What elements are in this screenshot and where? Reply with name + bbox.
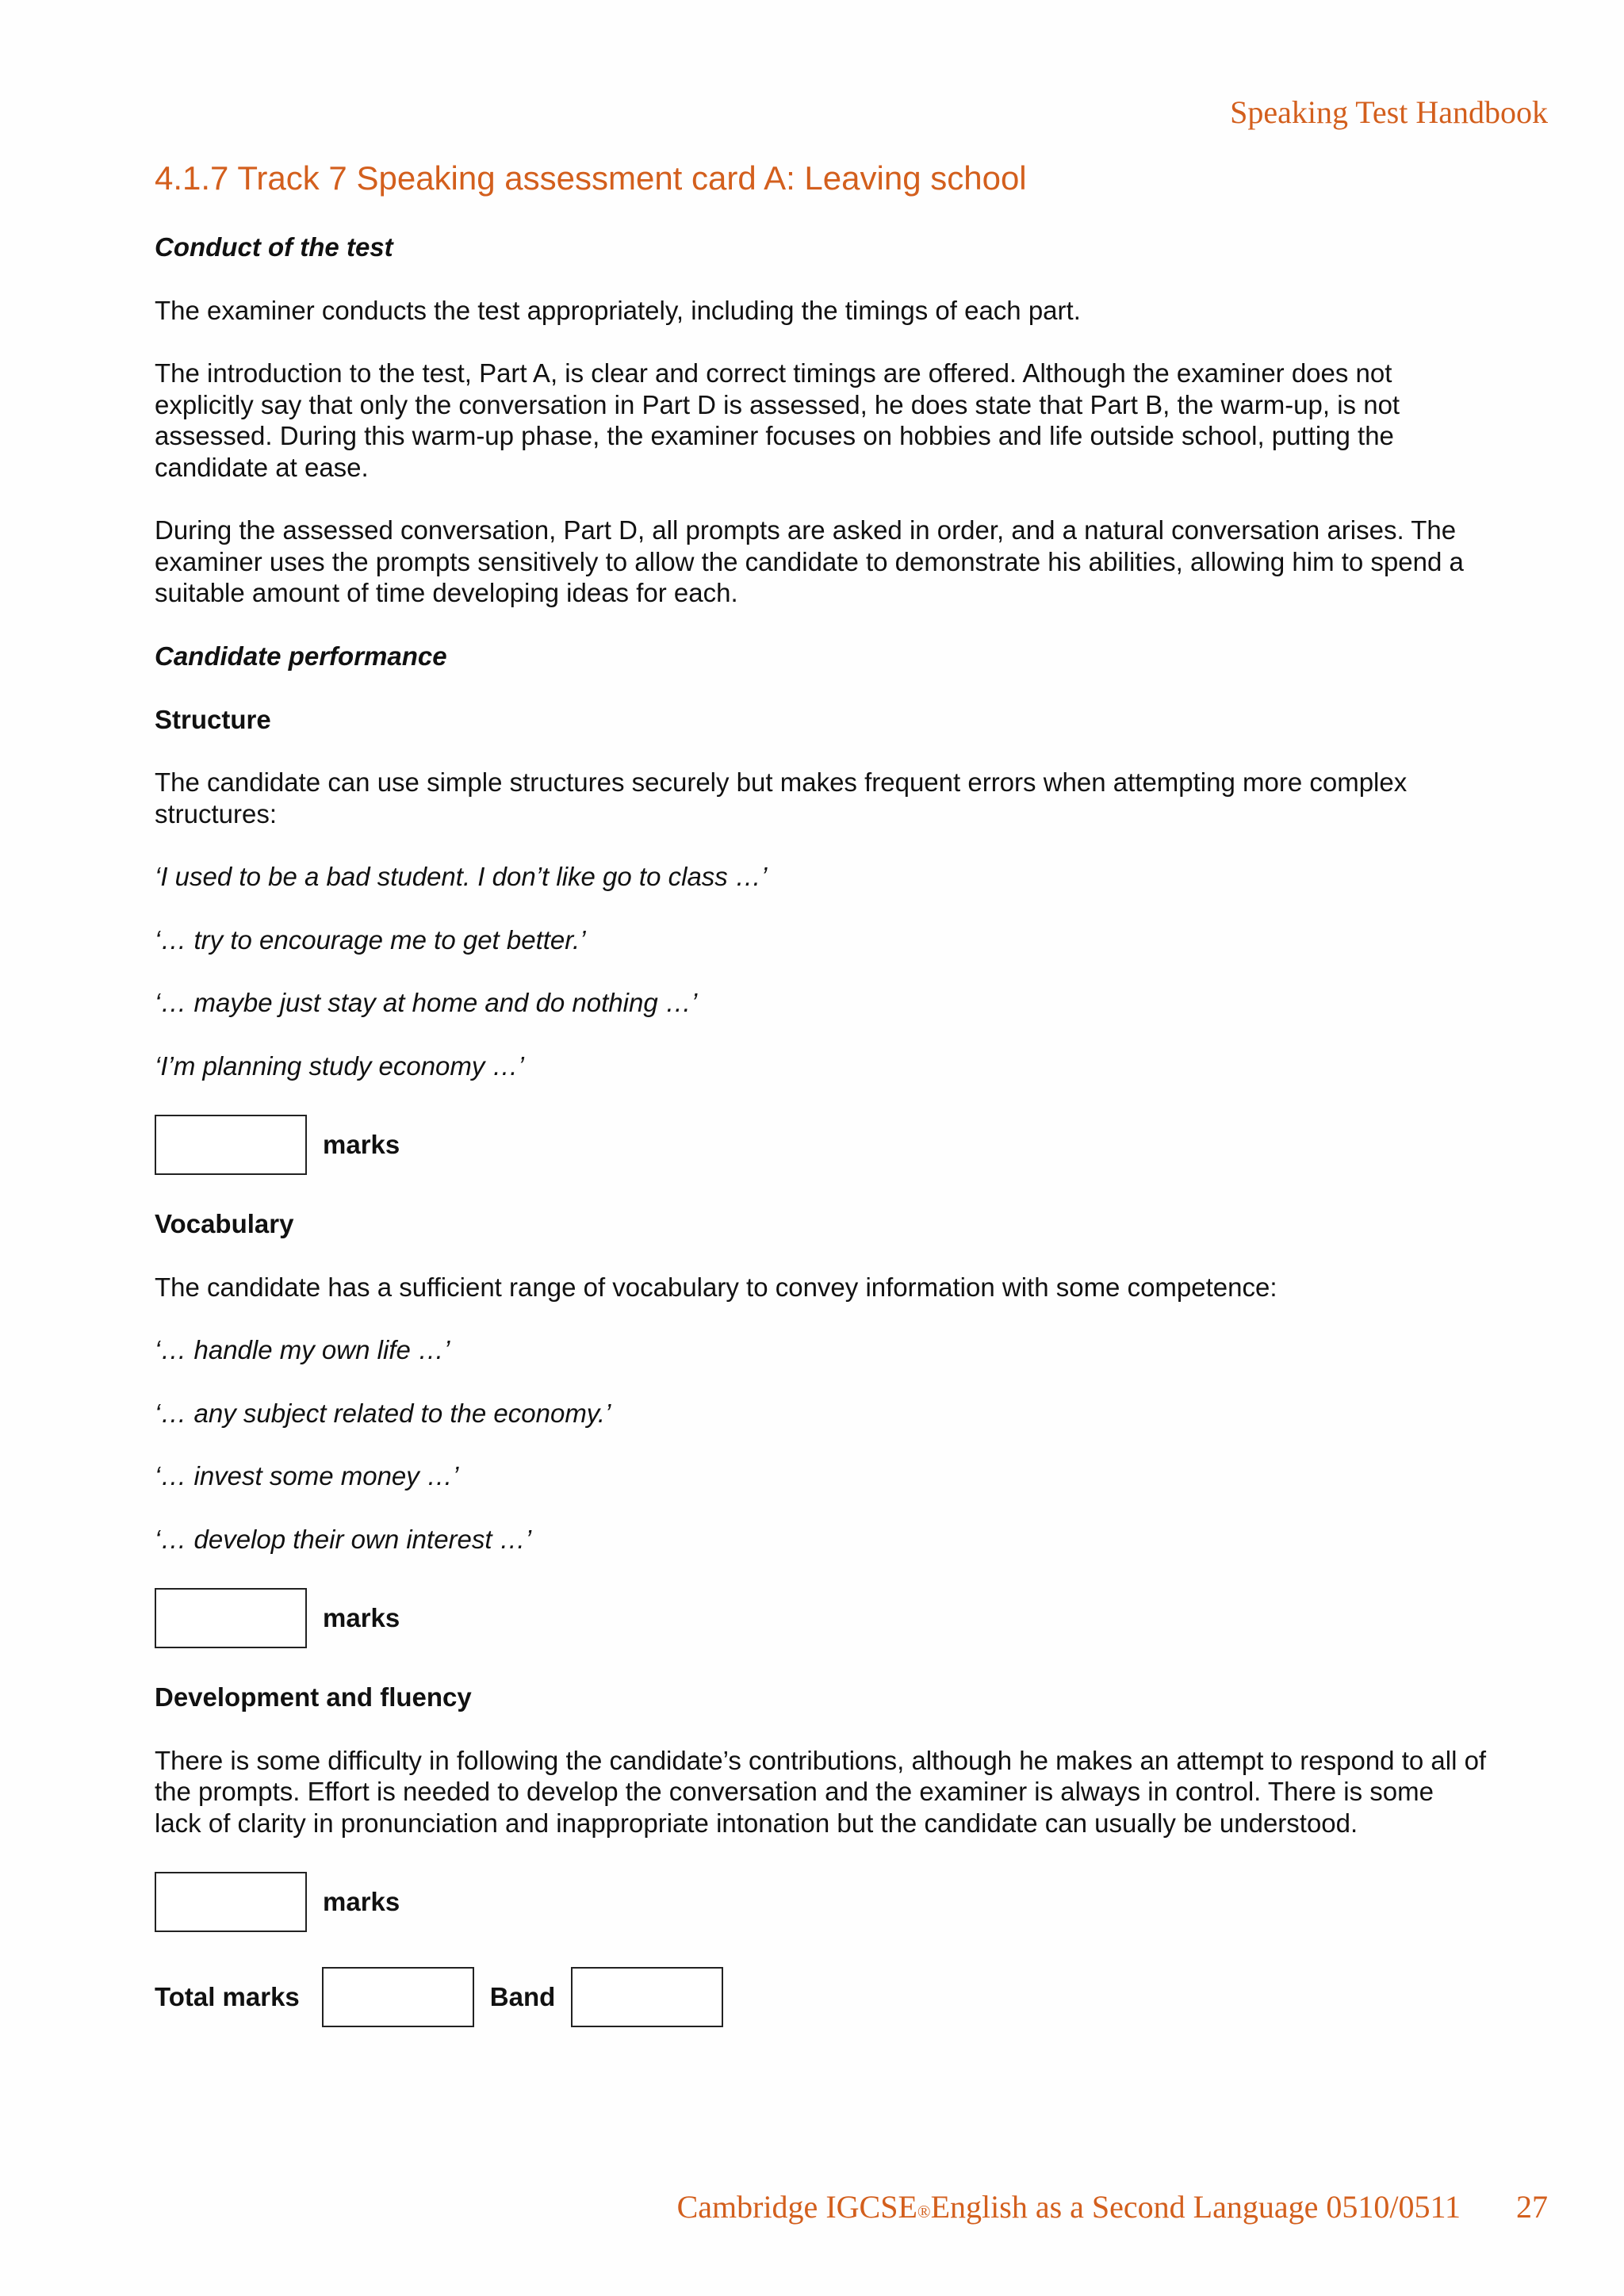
page-content <box>155 159 1487 2029</box>
band-label: Band <box>489 1982 556 2012</box>
development-heading: Development and fluency <box>155 1682 472 1712</box>
structure-heading: Structure <box>155 704 271 734</box>
structure-marks-label: marks <box>323 1130 400 1160</box>
total-marks-label: Total marks <box>155 1982 300 2012</box>
conduct-heading: Conduct of the test <box>155 232 393 262</box>
conduct-paragraph: During the assessed conversation, Part D, all prompts are asked in order, and a natural conversation arises. The examiner uses the prompts sensitively to allow the candidate to demonstrate his abilities, allowing him to spend a suitable amount of time developing ideas for each. <box>155 515 1464 608</box>
total-row <box>155 1965 1487 2029</box>
structure-quote: ‘… maybe just stay at home and do nothing …’ <box>155 988 698 1018</box>
structure-quote: ‘I’m planning study economy …’ <box>155 1050 524 1081</box>
vocabulary-marks-label: marks <box>323 1603 400 1633</box>
vocabulary-text: The candidate has a sufficient range of vocabulary to convey information with some competence: <box>155 1272 1277 1302</box>
vocabulary-quote: ‘… invest some money …’ <box>155 1461 459 1491</box>
section-title: 4.1.7 Track 7 Speaking assessment card A: Leaving school <box>155 159 1027 197</box>
vocabulary-quote: ‘… develop their own interest …’ <box>155 1524 532 1554</box>
performance-heading: Candidate performance <box>155 641 447 671</box>
page-number: 27 <box>1516 2189 1548 2225</box>
vocabulary-marks-box[interactable] <box>155 1588 307 1648</box>
vocabulary-marks-row <box>155 1586 1487 1650</box>
page-footer <box>677 2188 1548 2225</box>
conduct-paragraph: The introduction to the test, Part A, is clear and correct timings are offered. Although the examiner does not explicitly say that only the conversation in Part D is assessed, he does state that Part B, the warm-up, is not assessed. During this warm-up phase, the examiner focuses on hobbies and life outside school, putting the candidate at ease. <box>155 358 1400 482</box>
structure-marks-box[interactable] <box>155 1115 307 1175</box>
vocabulary-heading: Vocabulary <box>155 1209 294 1239</box>
footer-publication-suffix: English as a Second Language 0510/0511 <box>930 2189 1461 2225</box>
registered-mark: ® <box>917 2202 931 2221</box>
vocabulary-quote: ‘… handle my own life …’ <box>155 1335 450 1365</box>
development-marks-label: marks <box>323 1887 400 1917</box>
running-header: Speaking Test Handbook <box>1230 94 1548 130</box>
band-box[interactable] <box>571 1967 723 2027</box>
development-marks-box[interactable] <box>155 1872 307 1932</box>
footer-publication-prefix: Cambridge IGCSE <box>676 2189 917 2225</box>
total-marks-box[interactable] <box>322 1967 474 2027</box>
development-text: There is some difficulty in following the candidate’s contributions, although he makes an attempt to respond to all of the prompts. Effort is needed to develop the conversation and the examiner is always in control. There is some lack of clarity in pronunciation and inappropriate intonation but the candidate can usually be understood. <box>155 1745 1487 1838</box>
structure-text: The candidate can use simple structures securely but makes frequent errors when attempting more complex structures: <box>155 767 1408 828</box>
development-marks-row <box>155 1870 1487 1934</box>
structure-marks-row <box>155 1113 1487 1177</box>
structure-quote: ‘I used to be a bad student. I don’t like go to class …’ <box>155 862 768 892</box>
vocabulary-quote: ‘… any subject related to the economy.’ <box>155 1398 611 1428</box>
structure-quote: ‘… try to encourage me to get better.’ <box>155 924 586 955</box>
conduct-paragraph: The examiner conducts the test appropriately, including the timings of each part. <box>155 295 1081 325</box>
